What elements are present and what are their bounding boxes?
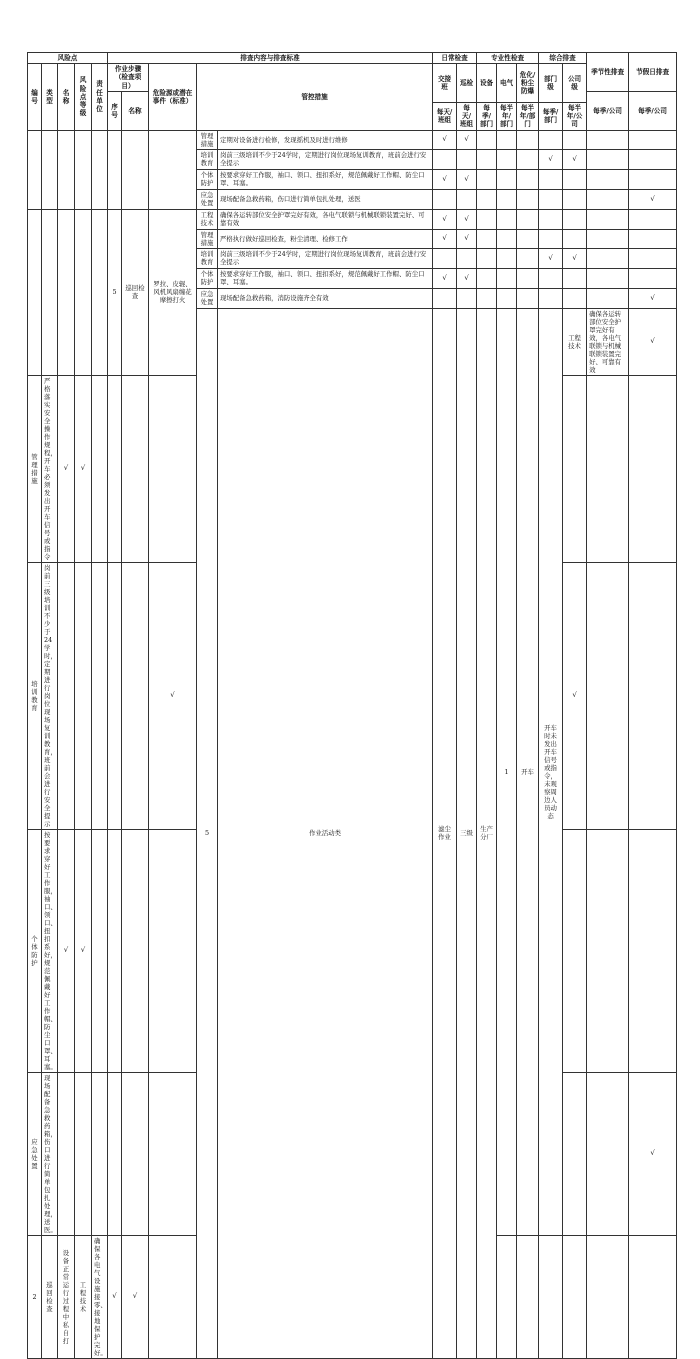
- col-type: 类型: [42, 64, 58, 130]
- check-mark: √: [108, 1235, 122, 1358]
- check-mark: √: [563, 248, 587, 268]
- measure-type: 工程技术: [197, 209, 218, 229]
- col-name: 名称: [58, 64, 75, 130]
- inspection-table-sheet: [27, 52, 676, 1359]
- check-mark: √: [457, 169, 477, 189]
- step-seq: 2: [28, 1235, 42, 1358]
- step-name: 巡回检查: [42, 1235, 58, 1358]
- measure-type: 培训教育: [197, 248, 218, 268]
- measure-type: 个体防护: [28, 829, 42, 1072]
- col-seq: 序号: [108, 91, 122, 130]
- col-holiday-freq: 每季/公司: [629, 91, 677, 130]
- col-control: 管控措施: [197, 64, 433, 130]
- check-mark: √: [457, 130, 477, 149]
- cell-empty: [28, 130, 42, 209]
- check-mark: √: [433, 209, 457, 229]
- risk-point-header: 风险点: [28, 53, 108, 64]
- measure-text: 定期对设备进行检修，发现摇机及时进行维修: [218, 130, 433, 149]
- col-hazard: 危险源或潜在事件（标准）: [149, 64, 197, 130]
- measure-text: 现场配备急救药箱，伤口进行简单包扎处理，送医。: [42, 1072, 58, 1235]
- col-patrol: 巡检: [457, 64, 477, 103]
- step-name: 巡回检查: [122, 209, 149, 375]
- col-shift: 交接班: [433, 64, 457, 103]
- check-mark: √: [149, 562, 197, 829]
- measure-type: 管理措施: [28, 375, 42, 562]
- freq-company: 每半年/公司: [563, 102, 587, 130]
- check-mark: √: [457, 209, 477, 229]
- cell-empty: [108, 130, 122, 209]
- col-company: 公司级: [563, 64, 587, 103]
- check-mark: √: [433, 268, 457, 288]
- measure-type: 应急处置: [28, 1072, 42, 1235]
- cell-empty: [28, 209, 42, 375]
- step-name: 开车: [517, 308, 539, 1235]
- table-row: [28, 209, 677, 229]
- step-seq: 1: [497, 308, 517, 1235]
- check-mark: √: [122, 1235, 149, 1358]
- measure-type: 培训教育: [197, 149, 218, 169]
- check-mark: √: [629, 189, 677, 209]
- measure-type: 工程技术: [563, 308, 587, 375]
- comprehensive-check-header: 综合排查: [539, 53, 587, 64]
- col-step-group: 作业步骤（检查项目）: [108, 64, 149, 92]
- check-mark: √: [433, 169, 457, 189]
- cell-empty: [42, 130, 58, 209]
- cell-empty: [58, 130, 75, 209]
- measure-text: 确保各运转部位安全护罩完好有效，各电气联锁与机械联锁装置完好、可靠有效: [218, 209, 433, 229]
- measure-type: 管理措施: [197, 229, 218, 248]
- check-mark: √: [58, 375, 75, 562]
- freq-dust: 每半年/部门: [517, 102, 539, 130]
- measure-type: 应急处置: [197, 288, 218, 308]
- measure-text: 现场配备急救药箱，消防设施齐全有效: [218, 288, 433, 308]
- check-mark: √: [58, 829, 75, 1072]
- cell-empty: [122, 130, 149, 209]
- col-equip: 设备: [477, 64, 497, 103]
- cell-empty: [92, 209, 108, 375]
- measure-text: 按要求穿好工作服，袖口、领口、扭扣系好，规范佩戴好工作帽、防尘口罩、耳塞。: [218, 268, 433, 288]
- freq-patrol: 每天/班组: [457, 102, 477, 130]
- measure-text: 岗前三级培训不少于24学时，定期进行岗位现场复训教育，班前会进行安全提示: [42, 562, 58, 829]
- cell-empty: [75, 130, 92, 209]
- risk-type: 作业活动类: [218, 308, 433, 1358]
- step-hazard: 罗拉、皮辊、风机风扇缠花摩擦打火: [149, 209, 197, 375]
- measure-text: 岗前三级培训不少于24学时，定期进行岗位现场复训教育，班前会进行安全提示: [218, 248, 433, 268]
- step-hazard: 设备正常运行过程中私自打: [58, 1235, 75, 1358]
- col-dust: 危化/粉尘防爆: [517, 64, 539, 103]
- risk-unit: 生产分厂: [477, 308, 497, 1358]
- freq-equip: 每季/部门: [477, 102, 497, 130]
- holiday-check-header: 节假日排查: [629, 53, 677, 92]
- check-mark: √: [539, 248, 563, 268]
- cell-empty: [149, 130, 197, 209]
- freq-shift: 每天/班组: [433, 102, 457, 130]
- measure-text: 确保各运转部位安全护罩完好有效，各电气联锁与机械联锁装置完好、可靠有效: [587, 308, 629, 375]
- table-row: [28, 130, 677, 149]
- measure-text: 按要求穿好工作服，袖口、领口、扭扣系好，规范佩戴好工作帽、防尘口罩、耳塞。: [42, 829, 58, 1072]
- col-dept: 部门级: [539, 64, 563, 103]
- cell-empty: [58, 209, 75, 375]
- col-level: 风险点等级: [75, 64, 92, 130]
- check-mark: √: [563, 149, 587, 169]
- freq-elec: 每半年/部门: [497, 102, 517, 130]
- header-row-1: [28, 53, 677, 64]
- measure-type: 管理措施: [197, 130, 218, 149]
- risk-no: 5: [197, 308, 218, 1358]
- check-mark: √: [433, 229, 457, 248]
- check-mark: √: [629, 308, 677, 375]
- measure-text: 确保各电气设施接零、接地保护完好。: [92, 1235, 108, 1358]
- cell-empty: [92, 130, 108, 209]
- measure-type: 个体防护: [197, 169, 218, 189]
- cell-empty: [75, 209, 92, 375]
- check-mark: √: [457, 229, 477, 248]
- risk-level: 三级: [457, 308, 477, 1358]
- measure-text: 按要求穿好工作服，袖口、领口、扭扣系好，规范佩戴好工作帽、防尘口罩、耳塞。: [218, 169, 433, 189]
- check-mark: √: [539, 149, 563, 169]
- check-mark: √: [75, 829, 92, 1072]
- header-row-2: [28, 64, 677, 92]
- step-hazard: 开车时未发出开车信号或指令，未观察周边人员动态: [539, 308, 563, 1235]
- measure-text: 严格落实安全操作规程，开车必须发出开车信号或指令: [42, 375, 58, 562]
- measure-type: 培训教育: [28, 562, 42, 829]
- measure-text: 岗前三级培训不少于24学时，定期进行岗位现场复训教育，班前会进行安全提示: [218, 149, 433, 169]
- col-elec: 电气: [497, 64, 517, 103]
- col-no: 编号: [28, 64, 42, 130]
- measure-type: 个体防护: [197, 268, 218, 288]
- measure-text: 严格执行做好巡回检查，粉尘清理、检修工作: [218, 229, 433, 248]
- seasonal-check-header: 季节性排查: [587, 53, 629, 92]
- cell-empty: [42, 209, 58, 375]
- content-standard-header: 排查内容与排查标准: [108, 53, 433, 64]
- risk-name: 滤尘作业: [433, 308, 457, 1358]
- measure-type: 工程技术: [75, 1235, 92, 1358]
- col-seasonal-freq: 每季/公司: [587, 91, 629, 130]
- daily-check-header: 日常检查: [433, 53, 477, 64]
- measure-type: 应急处置: [197, 189, 218, 209]
- col-unit: 责任单位: [92, 64, 108, 130]
- hazard-inspection-table: [27, 52, 677, 1359]
- check-mark: √: [75, 375, 92, 562]
- check-mark: √: [563, 562, 587, 829]
- col-step-name: 名称: [122, 91, 149, 130]
- check-mark: √: [457, 268, 477, 288]
- measure-text: 现场配备急救药箱，伤口进行简单包扎处理，送医: [218, 189, 433, 209]
- check-mark: √: [433, 130, 457, 149]
- check-mark: √: [629, 288, 677, 308]
- freq-dept: 每季/部门: [539, 102, 563, 130]
- professional-check-header: 专业性检查: [477, 53, 539, 64]
- check-mark: √: [629, 1072, 677, 1235]
- step-seq: 5: [108, 209, 122, 375]
